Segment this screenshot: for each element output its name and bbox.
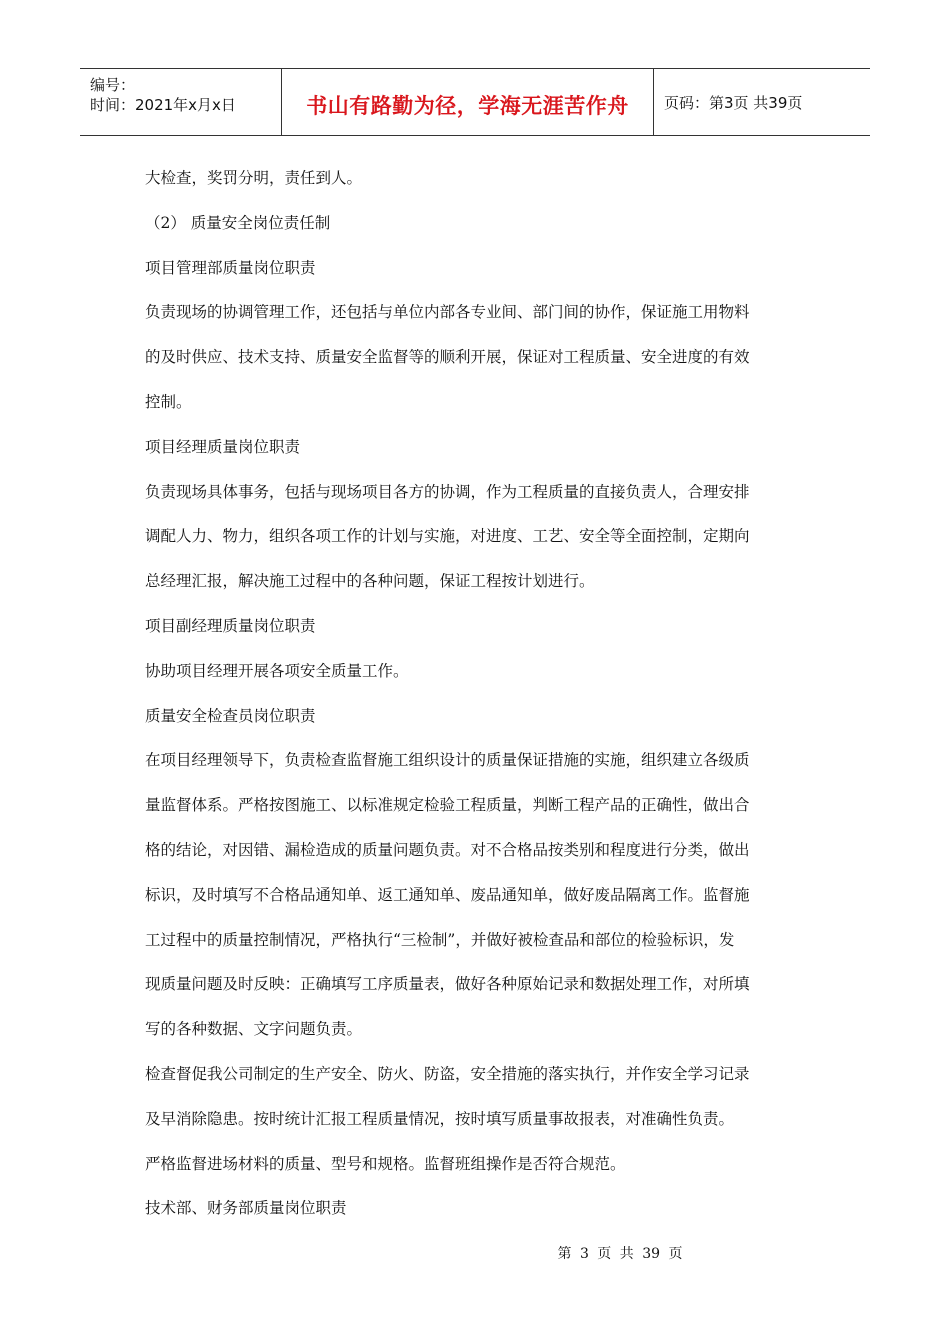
- subsection-heading: 项目经理质量岗位职责: [145, 437, 301, 456]
- subsection-heading: 项目管理部质量岗位职责: [145, 258, 316, 277]
- body-line: 协助项目经理开展各项安全质量工作。: [145, 661, 409, 680]
- body-line: 量监督体系。严格按图施工、以标准规定检验工程质量，判断工程产品的正确性，做出合: [145, 796, 750, 815]
- page-header: [80, 68, 870, 136]
- body-line: 的及时供应、技术支持、质量安全监督等的顺利开展，保证对工程质量、安全进度的有效: [145, 348, 750, 367]
- body-line: 检查督促我公司制定的生产安全、防火、防盗，安全措施的落实执行，并作安全学习记录: [145, 1064, 750, 1083]
- subsection-heading: 技术部、财务部质量岗位职责: [145, 1199, 347, 1218]
- body-line: 格的结论，对因错、漏检造成的质量问题负责。对不合格品按类别和程度进行分类，做出: [145, 840, 750, 859]
- body-line: 总经理汇报，解决施工过程中的各种问题，保证工程按计划进行。: [145, 572, 595, 591]
- body-line: 负责现场具体事务，包括与现场项目各方的协调，作为工程质量的直接负责人，合理安排: [145, 482, 750, 501]
- document-number-label: 编号：: [90, 76, 136, 94]
- body-line: 在项目经理领导下，负责检查监督施工组织设计的质量保证措施的实施，组织建立各级质: [145, 751, 750, 770]
- header-motto: 书山有路勤为径，学海无涯苦作舟: [282, 69, 654, 135]
- subsection-heading: 质量安全检查员岗位职责: [145, 706, 316, 725]
- body-line: 及早消除隐患。按时统计汇报工程质量情况，按时填写质量事故报表，对准确性负责。: [145, 1109, 735, 1128]
- header-meta-cell: [80, 69, 282, 135]
- header-page-info: 页码：第3页 共39页: [664, 93, 803, 112]
- body-line: 大检查，奖罚分明，责任到人。: [145, 169, 363, 187]
- body-line: 严格监督进场材料的质量、型号和规格。监督班组操作是否符合规范。: [145, 1154, 626, 1173]
- document-body: [145, 156, 805, 1231]
- body-line: 控制。: [145, 392, 192, 411]
- subsection-heading: 项目副经理质量岗位职责: [145, 616, 316, 635]
- body-line: 写的各种数据、文字问题负责。: [145, 1020, 363, 1039]
- body-line: 调配人力、物力，组织各项工作的计划与实施，对进度、工艺、安全等全面控制，定期向: [145, 527, 750, 546]
- body-line: 现质量问题及时反映：正确填写工序质量表，做好各种原始记录和数据处理工作，对所填: [145, 975, 750, 994]
- body-line: 标识，及时填写不合格品通知单、返工通知单、废品通知单，做好废品隔离工作。监督施: [145, 885, 750, 904]
- document-time-label: 时间：2021年x月x日: [90, 96, 236, 114]
- body-line: 工过程中的质量控制情况，严格执行“三检制”，并做好被检查品和部位的检验标识，发: [145, 930, 735, 949]
- page-footer: 第 3 页 共 39 页: [557, 1246, 683, 1262]
- section-heading: （2） 质量安全岗位责任制: [145, 213, 331, 232]
- body-line: 负责现场的协调管理工作，还包括与单位内部各专业间、部门间的协作，保证施工用物料: [145, 303, 750, 322]
